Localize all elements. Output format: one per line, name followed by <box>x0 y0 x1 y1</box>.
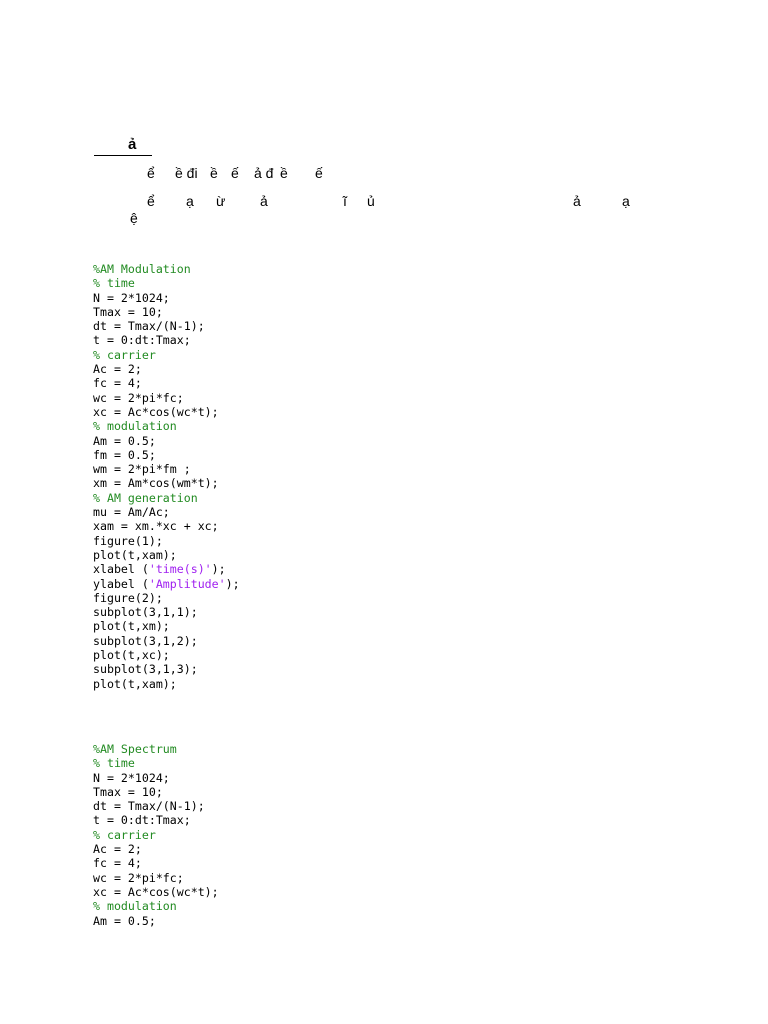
code-line <box>93 842 219 856</box>
code-line <box>93 291 240 305</box>
code-string: 'Amplitude' <box>148 576 226 591</box>
code-line <box>93 448 240 462</box>
code-line <box>93 828 219 842</box>
section-heading: ả <box>128 136 137 153</box>
vi-text-fragment: ả đ <box>254 165 274 181</box>
vi-text-fragment: ả <box>260 193 268 209</box>
code-text: figure(1); <box>93 533 163 548</box>
code-line <box>93 856 219 870</box>
code-text: N = 2*1024; <box>93 290 170 305</box>
code-line <box>93 799 219 813</box>
code-line <box>93 591 240 605</box>
code-text: xlabel ( <box>93 562 149 577</box>
code-line <box>93 491 240 505</box>
code-text: Am = 0.5; <box>93 433 156 448</box>
code-text: figure(2); <box>93 590 163 605</box>
code-line <box>93 534 240 548</box>
code-line <box>93 577 240 591</box>
code-line <box>93 885 219 899</box>
code-line <box>93 871 219 885</box>
code-text: N = 2*1024; <box>93 770 170 785</box>
code-text: fm = 0.5; <box>93 447 156 462</box>
vi-text-fragment: ế <box>315 165 323 181</box>
vi-text-fragment: ế <box>231 165 239 181</box>
code-text: plot(t,xam); <box>93 676 177 691</box>
code-line <box>93 914 219 928</box>
code-line <box>93 476 240 490</box>
code-text: mu = Am/Ac; <box>93 505 170 520</box>
code-line <box>93 813 219 827</box>
code-line <box>93 434 240 448</box>
code-text: ylabel ( <box>93 576 149 591</box>
code-line <box>93 619 240 633</box>
code-text: subplot(3,1,2); <box>93 633 198 648</box>
code-text: t = 0:dt:Tmax; <box>93 333 191 348</box>
code-text: ); <box>211 562 226 577</box>
code-line <box>93 648 240 662</box>
code-line <box>93 677 240 691</box>
code-line <box>93 519 240 533</box>
vi-text-fragment: ệ <box>130 210 138 226</box>
code-line <box>93 305 240 319</box>
code-text: plot(t,xc); <box>93 648 170 663</box>
code-text: Tmax = 10; <box>93 784 163 799</box>
code-line <box>93 362 240 376</box>
code-comment: % time <box>93 756 135 771</box>
code-text: xam = xm.*xc + xc; <box>93 519 219 534</box>
code-text: ); <box>225 576 240 591</box>
code-line <box>93 634 240 648</box>
code-line <box>93 419 240 433</box>
vi-text-fragment: ề đi <box>175 165 198 181</box>
code-line <box>93 662 240 676</box>
code-block-am-spectrum <box>93 742 219 928</box>
code-line <box>93 548 240 562</box>
code-text: Am = 0.5; <box>93 913 156 928</box>
section-heading-underline <box>94 138 152 156</box>
vi-text-fragment: ả <box>573 193 581 209</box>
code-line <box>93 899 219 913</box>
code-comment: % modulation <box>93 899 177 914</box>
code-text: Ac = 2; <box>93 842 142 857</box>
code-line <box>93 756 219 770</box>
vi-text-fragment: ạ <box>622 193 630 209</box>
code-line <box>93 333 240 347</box>
code-line <box>93 319 240 333</box>
code-line <box>93 605 240 619</box>
code-block-am-modulation <box>93 262 240 691</box>
code-line <box>93 462 240 476</box>
code-line <box>93 785 219 799</box>
code-text: dt = Tmax/(N-1); <box>93 799 205 814</box>
code-comment: % AM generation <box>93 490 198 505</box>
code-line <box>93 262 240 276</box>
code-text: wc = 2*pi*fc; <box>93 870 184 885</box>
code-string: 'time(s)' <box>148 562 212 577</box>
code-line <box>93 376 240 390</box>
code-text: dt = Tmax/(N-1); <box>93 319 205 334</box>
code-line <box>93 276 240 290</box>
code-text: subplot(3,1,1); <box>93 605 198 620</box>
vi-text-fragment: ủ <box>367 193 375 209</box>
code-text: Tmax = 10; <box>93 304 163 319</box>
code-line <box>93 562 240 576</box>
code-text: fc = 4; <box>93 856 142 871</box>
vi-text-fragment: ạ <box>186 193 194 209</box>
code-line <box>93 742 219 756</box>
code-comment: %AM Modulation <box>93 262 191 276</box>
code-line <box>93 405 240 419</box>
code-text: t = 0:dt:Tmax; <box>93 813 191 828</box>
code-line <box>93 505 240 519</box>
code-text: Ac = 2; <box>93 362 142 377</box>
code-comment: %AM Spectrum <box>93 742 177 756</box>
code-comment: % time <box>93 276 135 291</box>
vi-text-fragment: ể <box>147 193 155 209</box>
code-text: xm = Am*cos(wm*t); <box>93 476 219 491</box>
code-text: plot(t,xam); <box>93 547 177 562</box>
code-comment: % carrier <box>93 347 156 362</box>
code-comment: % modulation <box>93 419 177 434</box>
vi-text-fragment: ừ <box>216 193 226 209</box>
code-line <box>93 348 240 362</box>
vi-text-fragment: ĩ <box>343 193 347 209</box>
vi-text-fragment: ề <box>280 165 288 181</box>
code-text: xc = Ac*cos(wc*t); <box>93 884 219 899</box>
code-text: subplot(3,1,3); <box>93 662 198 677</box>
code-comment: % carrier <box>93 827 156 842</box>
vi-text-fragment: ề <box>210 165 218 181</box>
code-text: plot(t,xm); <box>93 619 170 634</box>
code-text: wc = 2*pi*fc; <box>93 390 184 405</box>
vi-text-fragment: ể <box>147 165 155 181</box>
code-text: xc = Ac*cos(wc*t); <box>93 404 219 419</box>
code-line <box>93 771 219 785</box>
code-text: wm = 2*pi*fm ; <box>93 462 191 477</box>
code-text: fc = 4; <box>93 376 142 391</box>
code-line <box>93 391 240 405</box>
